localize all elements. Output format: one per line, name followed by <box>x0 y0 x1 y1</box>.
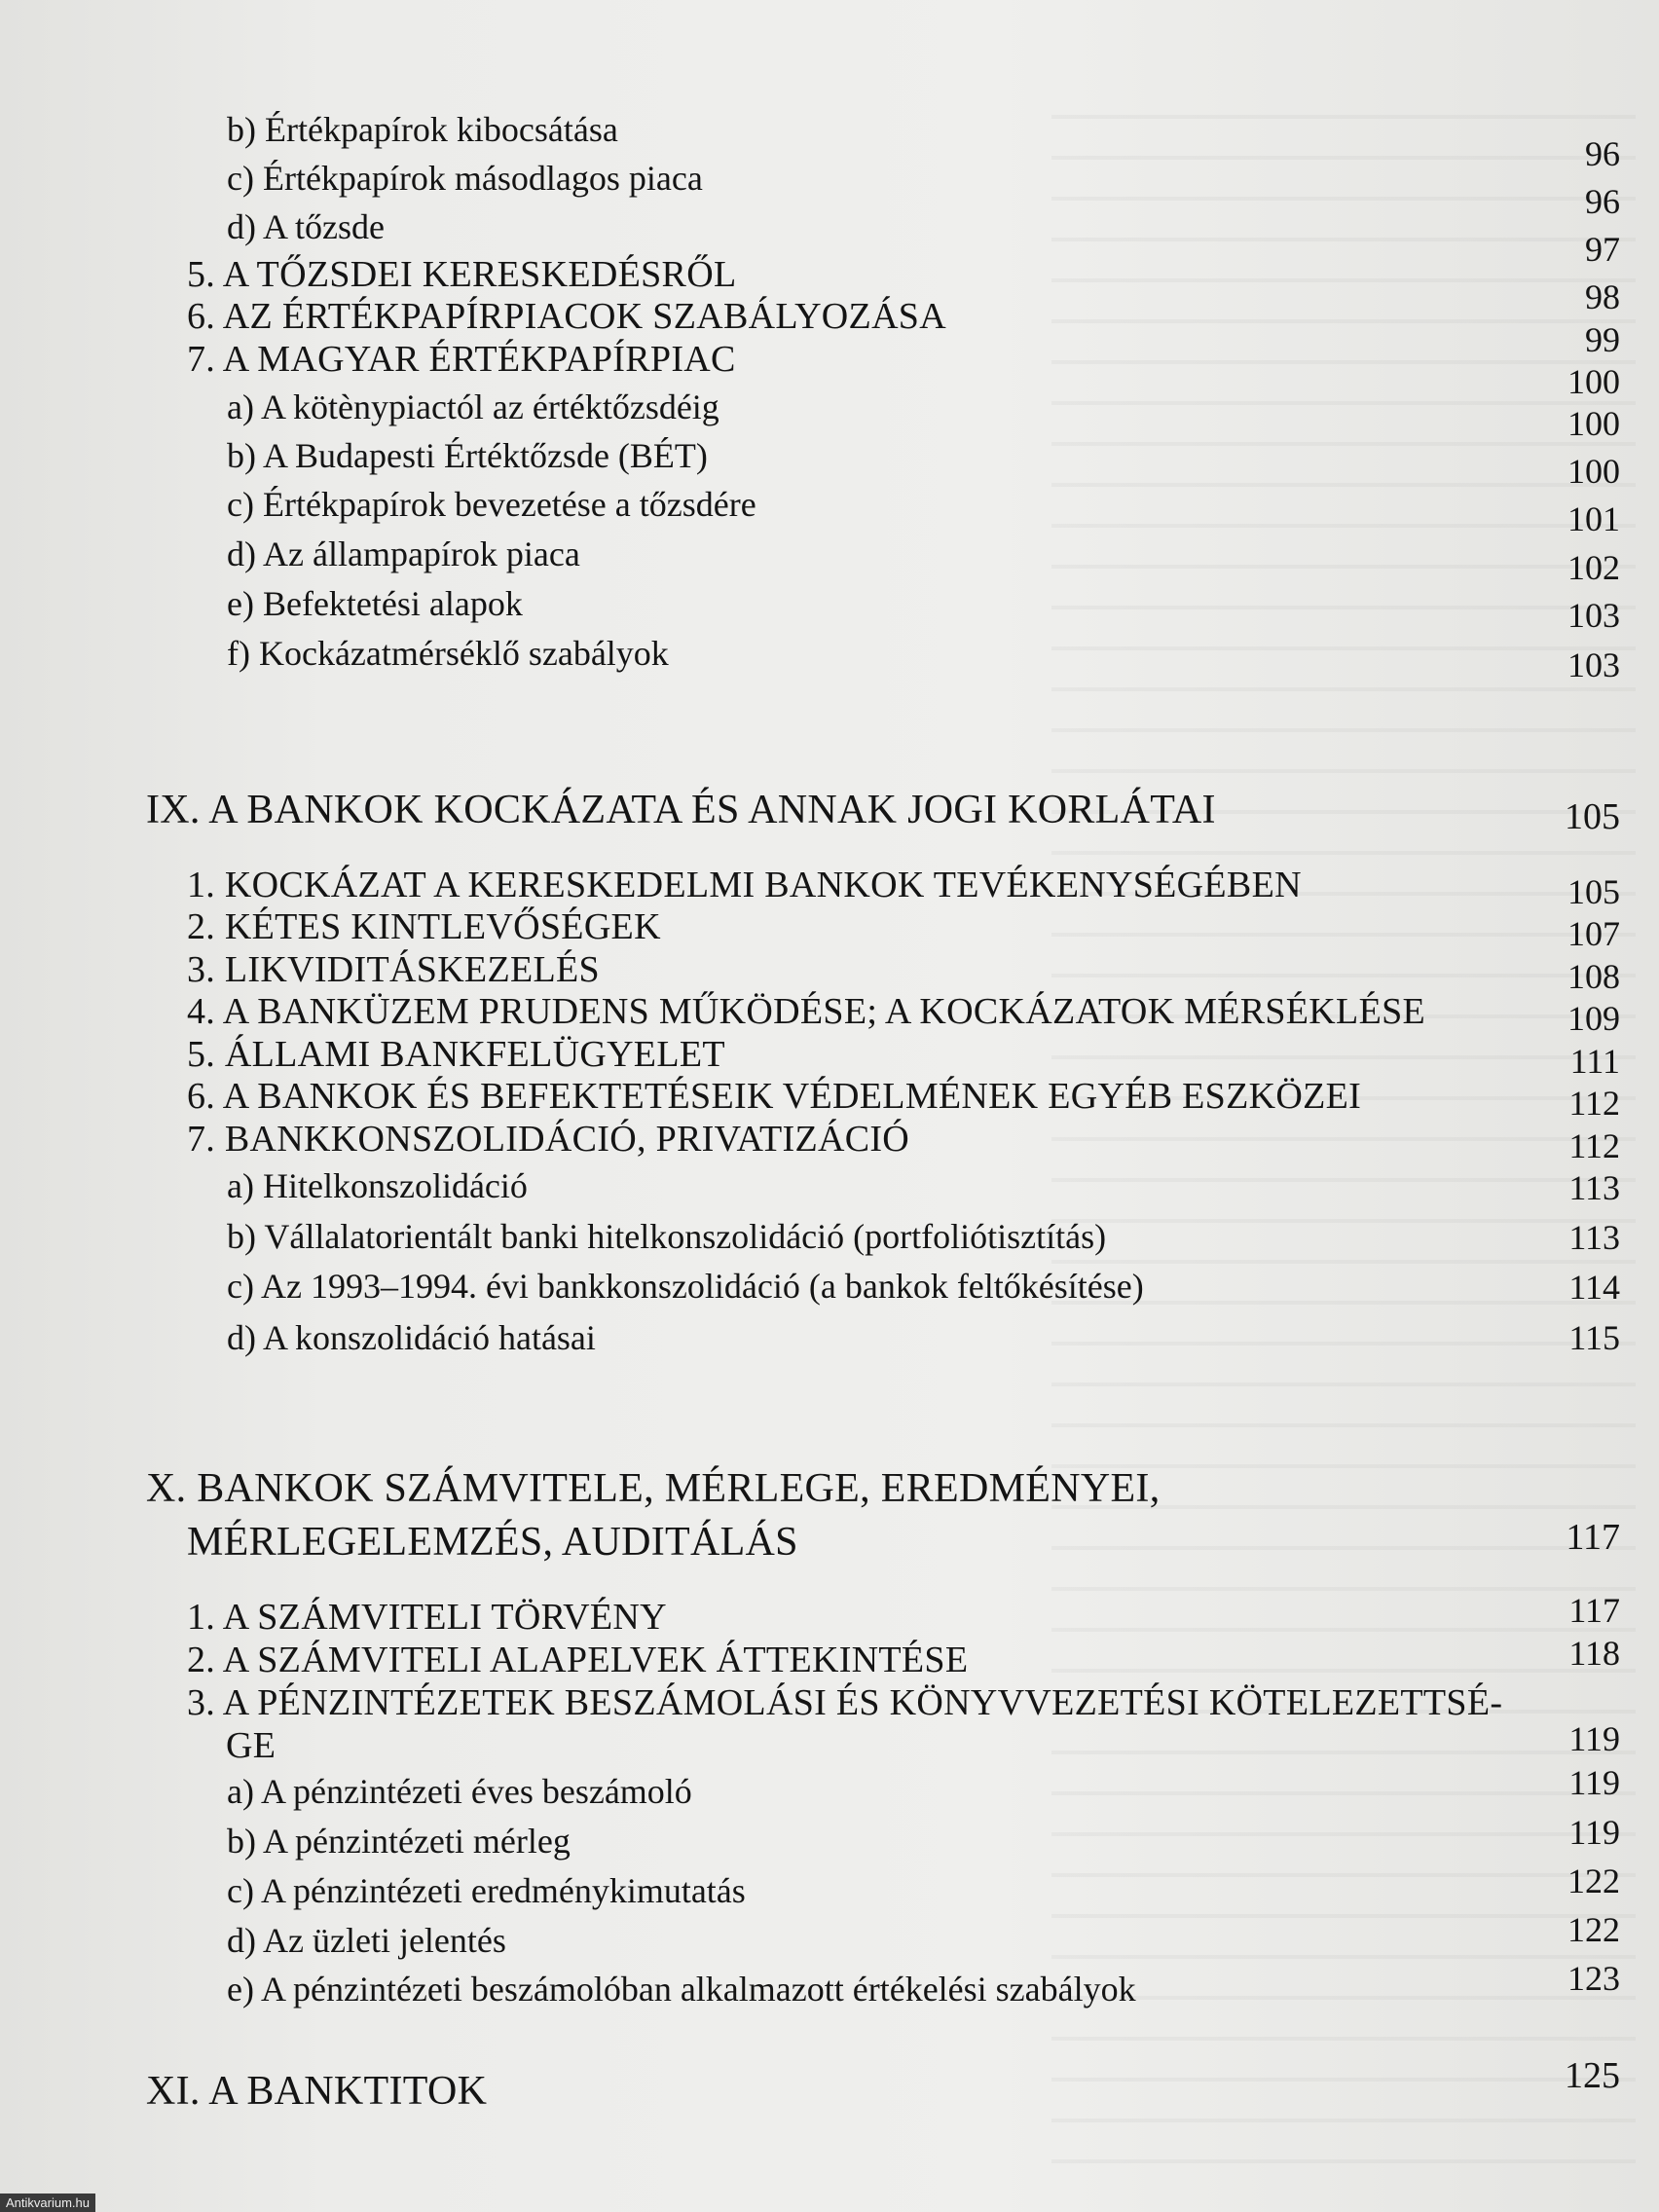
watermark: Antikvarium.hu <box>0 2194 95 2212</box>
toc-entry-page: 103 <box>1567 596 1620 635</box>
toc-entry-label: a) A kötènypiactól az értéktőzsdéig <box>227 387 719 426</box>
toc-entry-page: 117 <box>1566 1517 1620 1558</box>
toc-entry-label: a) Hitelkonszolidáció <box>227 1166 528 1205</box>
toc-entry-label: b) A Budapesti Értéktőzsde (BÉT) <box>227 436 708 475</box>
toc-entry-page: 109 <box>1567 999 1620 1038</box>
toc-entry-page: 113 <box>1568 1218 1620 1257</box>
toc-entry-page: 117 <box>1568 1591 1620 1630</box>
toc-section-label: 6. A BANKOK ÉS BEFEKTETÉSEIK VÉDELMÉNEK EGYÉB ESZKÖZEI <box>187 1076 1362 1117</box>
toc-entry-label: f) Kockázatmérséklő szabályok <box>227 634 669 673</box>
toc-section-label: 2. A SZÁMVITELI ALAPELVEK ÁTTEKINTÉSE <box>187 1640 969 1680</box>
toc-entry-page: 122 <box>1567 1910 1620 1949</box>
toc-entry-label: c) A pénzintézeti eredménykimutatás <box>227 1871 746 1910</box>
toc-chapter-title: X. BANKOK SZÁMVITELE, MÉRLEGE, EREDMÉNYEI, <box>146 1466 1161 1511</box>
toc-entry-page: 112 <box>1568 1084 1620 1123</box>
toc-section-label: 5. A TŐZSDEI KERESKEDÉSRŐL <box>187 254 737 295</box>
toc-entry-page: 105 <box>1565 796 1620 837</box>
toc-entry-label: a) A pénzintézeti éves beszámoló <box>227 1772 692 1811</box>
toc-entry-label: d) Az üzleti jelentés <box>227 1921 506 1960</box>
toc-entry-label: e) Befektetési alapok <box>227 584 523 623</box>
toc-section-label-cont: GE <box>226 1725 276 1766</box>
toc-entry-page: 122 <box>1567 1862 1620 1900</box>
toc-entry-page: 119 <box>1568 1719 1620 1758</box>
toc-section-label: 7. A MAGYAR ÉRTÉKPAPÍRPIAC <box>187 339 736 380</box>
toc-entry-page: 96 <box>1585 134 1620 173</box>
toc-entry-page: 103 <box>1567 645 1620 684</box>
toc-entry-page: 118 <box>1568 1634 1620 1673</box>
toc-section-label: 5. ÁLLAMI BANKFELÜGYELET <box>187 1034 725 1075</box>
toc-entry-page: 105 <box>1567 872 1620 911</box>
toc-entry-label: c) Az 1993–1994. évi bankkonszolidáció (a bankok feltőkésítése) <box>227 1267 1144 1306</box>
toc-chapter-title-cont: MÉRLEGELEMZÉS, AUDITÁLÁS <box>187 1520 798 1565</box>
toc-entry-page: 115 <box>1568 1318 1620 1357</box>
toc-entry-page: 125 <box>1565 2055 1620 2096</box>
toc-entry-page: 114 <box>1568 1268 1620 1307</box>
toc-entry-page: 97 <box>1585 230 1620 269</box>
toc-entry-page: 107 <box>1567 914 1620 953</box>
toc-entry-page: 119 <box>1568 1813 1620 1852</box>
toc-entry-page: 96 <box>1585 182 1620 221</box>
toc-entry-label: d) A konszolidáció hatásai <box>227 1318 596 1357</box>
toc-entry-page: 111 <box>1569 1042 1620 1081</box>
toc-entry-label: c) Értékpapírok bevezetése a tőzsdére <box>227 485 756 524</box>
toc-section-label: 3. LIKVIDITÁSKEZELÉS <box>187 949 600 990</box>
toc-entry-page: 102 <box>1567 548 1620 587</box>
toc-entry-page: 101 <box>1567 499 1620 538</box>
toc-entry-page: 112 <box>1568 1126 1620 1165</box>
toc-section-label: 1. A SZÁMVITELI TÖRVÉNY <box>187 1597 667 1638</box>
toc-chapter-title: XI. A BANKTITOK <box>146 2069 488 2114</box>
toc-entry-page: 100 <box>1567 362 1620 401</box>
toc-entry-page: 108 <box>1567 957 1620 996</box>
toc-section-label: 2. KÉTES KINTLEVŐSÉGEK <box>187 906 661 947</box>
toc-entry-label: e) A pénzintézeti beszámolóban alkalmazott értékelési szabályok <box>227 1970 1136 2009</box>
toc-chapter-title: IX. A BANKOK KOCKÁZATA ÉS ANNAK JOGI KORLÁTAI <box>146 788 1216 832</box>
toc-entry-page: 100 <box>1567 452 1620 491</box>
toc-entry-label: b) A pénzintézeti mérleg <box>227 1822 571 1861</box>
toc-section-label: 4. A BANKÜZEM PRUDENS MŰKÖDÉSE; A KOCKÁZATOK MÉRSÉKLÉSE <box>187 991 1426 1032</box>
toc-section-label: 3. A PÉNZINTÉZETEK BESZÁMOLÁSI ÉS KÖNYVVEZETÉSI KÖTELEZETTSÉ- <box>187 1682 1503 1723</box>
toc-entry-label: d) Az állampapírok piaca <box>227 535 580 573</box>
toc-entry-label: d) A tőzsde <box>227 207 385 246</box>
toc-entry-page: 98 <box>1585 277 1620 316</box>
toc-section-label: 7. BANKKONSZOLIDÁCIÓ, PRIVATIZÁCIÓ <box>187 1119 910 1160</box>
toc-entry-page: 119 <box>1568 1763 1620 1802</box>
toc-entry-label: b) Vállalatorientált banki hitelkonszolidáció (portfoliótisztítás) <box>227 1217 1107 1256</box>
toc-section-label: 1. KOCKÁZAT A KERESKEDELMI BANKOK TEVÉKENYSÉGÉBEN <box>187 865 1302 905</box>
toc-entry-page: 100 <box>1567 404 1620 443</box>
toc-entry-label: c) Értékpapírok másodlagos piaca <box>227 159 703 198</box>
toc-section-label: 6. AZ ÉRTÉKPAPÍRPIACOK SZABÁLYOZÁSA <box>187 296 946 337</box>
toc-entry-page: 99 <box>1585 320 1620 359</box>
toc-entry-page: 123 <box>1567 1959 1620 1998</box>
toc-entry-label: b) Értékpapírok kibocsátása <box>227 110 618 149</box>
toc-entry-page: 113 <box>1568 1168 1620 1207</box>
